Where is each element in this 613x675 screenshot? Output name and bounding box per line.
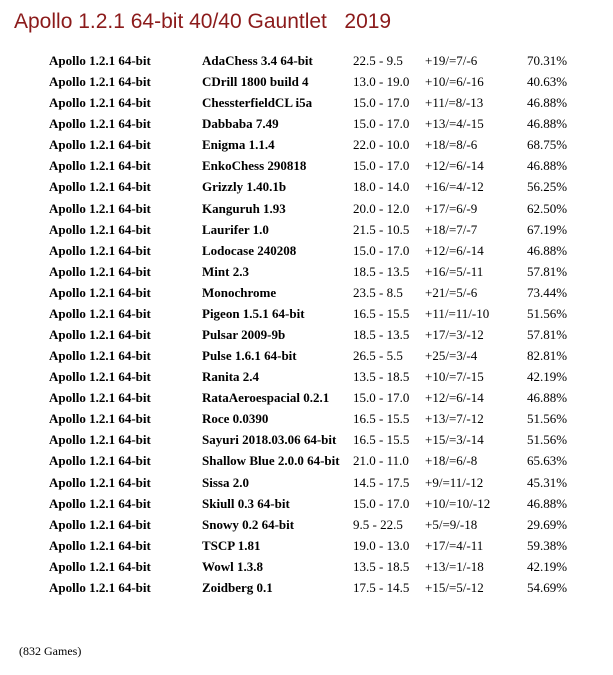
opponent-name: Monochrome (202, 284, 277, 300)
engine-name: Apollo 1.2.1 64-bit (49, 53, 151, 68)
engine-name: Apollo 1.2.1 64-bit (49, 305, 151, 321)
table-row (0, 429, 613, 450)
engine-name: Apollo 1.2.1 64-bit (49, 179, 151, 195)
table-row (0, 556, 613, 577)
match-score: 9.5 - 22.5 (353, 516, 403, 532)
score-percentage: 45.31% (527, 474, 568, 490)
match-score: 22.0 - 10.0 (353, 137, 410, 153)
score-percentage: 56.25% (527, 179, 568, 195)
table-row (0, 514, 613, 535)
opponent-name: CDrill 1800 build 4 (202, 74, 309, 90)
score-percentage: 62.50% (527, 200, 568, 216)
score-percentage: 57.81% (527, 263, 568, 279)
table-row (0, 134, 613, 155)
score-percentage: 67.19% (527, 221, 568, 237)
match-score: 19.0 - 13.0 (353, 537, 410, 553)
engine-name: Apollo 1.2.1 64-bit (49, 558, 151, 574)
match-score: 21.5 - 10.5 (353, 221, 410, 237)
table-row (0, 261, 613, 282)
engine-name: Apollo 1.2.1 64-bit (49, 432, 151, 448)
engine-name: Apollo 1.2.1 64-bit (49, 537, 151, 553)
table-row (0, 324, 613, 345)
engine-name: Apollo 1.2.1 64-bit (49, 116, 151, 132)
score-percentage: 51.56% (527, 432, 568, 448)
match-score: 18.5 - 13.5 (353, 263, 410, 279)
win-draw-loss: +17/=6/-9 (425, 200, 478, 216)
engine-name: Apollo 1.2.1 64-bit (49, 221, 151, 237)
score-percentage: 46.88% (527, 95, 568, 111)
win-draw-loss: +13/=4/-15 (425, 116, 484, 132)
win-draw-loss: +16/=5/-11 (425, 263, 484, 279)
engine-name: Apollo 1.2.1 64-bit (49, 411, 151, 427)
match-score: 18.0 - 14.0 (353, 179, 410, 195)
engine-name: Apollo 1.2.1 64-bit (49, 348, 151, 364)
table-row (0, 303, 613, 324)
match-score: 15.0 - 17.0 (353, 495, 410, 511)
opponent-name: Dabbaba 7.49 (202, 116, 279, 132)
match-score: 20.0 - 12.0 (353, 200, 410, 216)
score-percentage: 40.63% (527, 74, 568, 90)
win-draw-loss: +13/=7/-12 (425, 411, 484, 427)
engine-name: Apollo 1.2.1 64-bit (49, 242, 151, 258)
win-draw-loss: +25/=3/-4 (425, 348, 478, 364)
engine-name: Apollo 1.2.1 64-bit (49, 495, 151, 511)
table-row (0, 219, 613, 240)
opponent-name: AdaChess 3.4 64-bit (202, 53, 313, 68)
win-draw-loss: +10/=6/-16 (425, 74, 484, 90)
win-draw-loss: +11/=11/-10 (425, 305, 490, 321)
table-row (0, 176, 613, 197)
win-draw-loss: +9/=11/-12 (425, 474, 484, 490)
opponent-name: Kanguruh 1.93 (202, 200, 286, 216)
table-row (0, 408, 613, 429)
score-percentage: 42.19% (527, 369, 568, 385)
match-score: 23.5 - 8.5 (353, 284, 403, 300)
engine-name: Apollo 1.2.1 64-bit (49, 137, 151, 153)
score-percentage: 73.44% (527, 284, 568, 300)
table-row (0, 282, 613, 303)
score-percentage: 70.31% (527, 53, 568, 68)
engine-name: Apollo 1.2.1 64-bit (49, 95, 151, 111)
win-draw-loss: +11/=8/-13 (425, 95, 484, 111)
score-percentage: 46.88% (527, 158, 568, 174)
win-draw-loss: +18/=6/-8 (425, 453, 478, 469)
win-draw-loss: +12/=6/-14 (425, 158, 484, 174)
win-draw-loss: +15/=5/-12 (425, 579, 484, 595)
results-table (0, 50, 613, 598)
score-percentage: 82.81% (527, 348, 568, 364)
win-draw-loss: +10/=10/-12 (425, 495, 491, 511)
engine-name: Apollo 1.2.1 64-bit (49, 579, 151, 595)
win-draw-loss: +12/=6/-14 (425, 242, 484, 258)
opponent-name: Pulse 1.6.1 64-bit (202, 348, 297, 364)
opponent-name: Pigeon 1.5.1 64-bit (202, 305, 305, 321)
engine-name: Apollo 1.2.1 64-bit (49, 516, 151, 532)
opponent-name: Roce 0.0390 (202, 411, 269, 427)
match-score: 15.0 - 17.0 (353, 95, 410, 111)
score-percentage: 42.19% (527, 558, 568, 574)
table-row (0, 50, 613, 71)
opponent-name: Enigma 1.1.4 (202, 137, 275, 153)
engine-name: Apollo 1.2.1 64-bit (49, 474, 151, 490)
score-percentage: 29.69% (527, 516, 568, 532)
table-row (0, 577, 613, 598)
match-score: 16.5 - 15.5 (353, 305, 410, 321)
opponent-name: Shallow Blue 2.0.0 64-bit (202, 453, 340, 469)
table-row (0, 472, 613, 493)
match-score: 15.0 - 17.0 (353, 242, 410, 258)
engine-name: Apollo 1.2.1 64-bit (49, 284, 151, 300)
table-row (0, 493, 613, 514)
opponent-name: Ranita 2.4 (202, 369, 260, 385)
opponent-name: Sissa 2.0 (202, 474, 249, 490)
win-draw-loss: +15/=3/-14 (425, 432, 484, 448)
table-row (0, 450, 613, 471)
table-row (0, 535, 613, 556)
match-score: 16.5 - 15.5 (353, 411, 410, 427)
opponent-name: ChessterfieldCL i5a (202, 95, 313, 111)
engine-name: Apollo 1.2.1 64-bit (49, 369, 151, 385)
opponent-name: Zoidberg 0.1 (202, 579, 273, 595)
score-percentage: 46.88% (527, 116, 568, 132)
win-draw-loss: +16/=4/-12 (425, 179, 484, 195)
match-score: 15.0 - 17.0 (353, 158, 410, 174)
match-score: 17.5 - 14.5 (353, 579, 410, 595)
win-draw-loss: +12/=6/-14 (425, 390, 484, 406)
match-score: 13.0 - 19.0 (353, 74, 410, 90)
engine-name: Apollo 1.2.1 64-bit (49, 327, 151, 343)
table-row (0, 92, 613, 113)
opponent-name: Sayuri 2018.03.06 64-bit (202, 432, 337, 448)
opponent-name: Lodocase 240208 (202, 242, 297, 258)
engine-name: Apollo 1.2.1 64-bit (49, 263, 151, 279)
opponent-name: Snowy 0.2 64-bit (202, 516, 295, 532)
engine-name: Apollo 1.2.1 64-bit (49, 200, 151, 216)
table-row (0, 240, 613, 261)
page-title: Apollo 1.2.1 64-bit 40/40 Gauntlet 2019 (14, 10, 392, 33)
score-percentage: 65.63% (527, 453, 568, 469)
engine-name: Apollo 1.2.1 64-bit (49, 158, 151, 174)
score-percentage: 46.88% (527, 390, 568, 406)
score-percentage: 57.81% (527, 327, 568, 343)
match-score: 18.5 - 13.5 (353, 327, 410, 343)
table-row (0, 71, 613, 92)
opponent-name: RataAeroespacial 0.2.1 (202, 390, 330, 406)
table-row (0, 198, 613, 219)
engine-name: Apollo 1.2.1 64-bit (49, 74, 151, 90)
win-draw-loss: +17/=3/-12 (425, 327, 484, 343)
win-draw-loss: +18/=8/-6 (425, 137, 478, 153)
win-draw-loss: +21/=5/-6 (425, 284, 478, 300)
opponent-name: Wowl 1.3.8 (202, 558, 264, 574)
opponent-name: Grizzly 1.40.1b (202, 179, 287, 195)
match-score: 15.0 - 17.0 (353, 390, 410, 406)
opponent-name: EnkoChess 290818 (202, 158, 307, 174)
engine-name: Apollo 1.2.1 64-bit (49, 390, 151, 406)
score-percentage: 59.38% (527, 537, 568, 553)
match-score: 13.5 - 18.5 (353, 558, 410, 574)
win-draw-loss: +18/=7/-7 (425, 221, 478, 237)
engine-name: Apollo 1.2.1 64-bit (49, 453, 151, 469)
opponent-name: Mint 2.3 (202, 263, 249, 279)
win-draw-loss: +17/=4/-11 (425, 537, 484, 553)
opponent-name: Skiull 0.3 64-bit (202, 495, 290, 511)
match-score: 22.5 - 9.5 (353, 53, 403, 68)
table-row (0, 345, 613, 366)
table-row (0, 155, 613, 176)
win-draw-loss: +13/=1/-18 (425, 558, 484, 574)
games-count: (832 Games) (19, 644, 82, 658)
table-row (0, 366, 613, 387)
match-score: 26.5 - 5.5 (353, 348, 403, 364)
opponent-name: Laurifer 1.0 (202, 221, 269, 237)
win-draw-loss: +10/=7/-15 (425, 369, 484, 385)
score-percentage: 51.56% (527, 411, 568, 427)
win-draw-loss: +19/=7/-6 (425, 53, 478, 68)
table-row (0, 113, 613, 134)
opponent-name: TSCP 1.81 (202, 537, 261, 553)
table-row (0, 387, 613, 408)
score-percentage: 54.69% (527, 579, 568, 595)
match-score: 15.0 - 17.0 (353, 116, 410, 132)
score-percentage: 46.88% (527, 242, 568, 258)
match-score: 16.5 - 15.5 (353, 432, 410, 448)
match-score: 14.5 - 17.5 (353, 474, 410, 490)
match-score: 21.0 - 11.0 (353, 453, 409, 469)
score-percentage: 68.75% (527, 137, 568, 153)
score-percentage: 51.56% (527, 305, 568, 321)
match-score: 13.5 - 18.5 (353, 369, 410, 385)
win-draw-loss: +5/=9/-18 (425, 516, 478, 532)
opponent-name: Pulsar 2009-9b (202, 327, 286, 343)
score-percentage: 46.88% (527, 495, 568, 511)
